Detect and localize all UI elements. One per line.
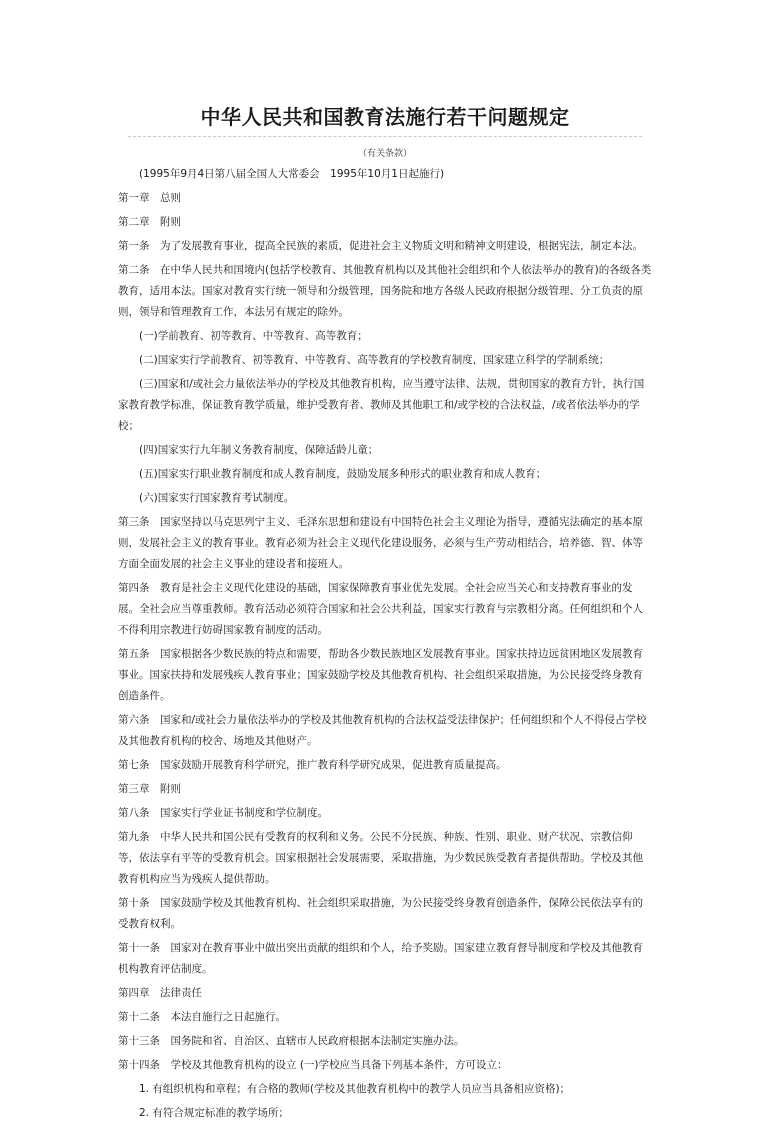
- document-subtitle: （有关条款）: [357, 149, 412, 159]
- document-paragraph: 第十三条 国务院和省、自治区、直辖市人民政府根据本法制定实施办法。: [118, 1035, 465, 1047]
- document-paragraph: 第十二条 本法自施行之日起施行。: [118, 1011, 286, 1023]
- document-paragraph: 第二章 附则: [118, 216, 181, 228]
- document-paragraph: 1. 有组织机构和章程；有合格的教师(学校及其他教育机构中的教学人员应当具备相应资格)；: [118, 1083, 571, 1095]
- document-paragraph: 2. 有符合规定标准的教学场所；: [118, 1107, 289, 1119]
- document-paragraph: 第六条 国家和/或社会力量依法举办的学校及其他教育机构的合法权益受法律保护；任何组织和个人不得侵占学校及其他教育机构的校舍、场地及其他财产。: [118, 714, 647, 747]
- document-paragraph: 第三章 附则: [118, 783, 181, 795]
- title-divider: [128, 136, 642, 137]
- document-paragraph: 第四章 法律责任: [118, 987, 202, 999]
- document-paragraph: (一)学前教育、初等教育、中等教育、高等教育；: [118, 330, 368, 342]
- document-paragraph: 第三条 国家坚持以马克思列宁主义、毛泽东思想和建设有中国特色社会主义理论为指导，遵循宪法确定的基本原则，发展社会主义的教育事业。教育必须为社会主义现代化建设服务，必须与生产劳动相结合，培养德、智、体等方面全面发展的社会主义事业的建设者和接班人。: [118, 516, 643, 570]
- document-paragraph: (三)国家和/或社会力量依法举办的学校及其他教育机构，应当遵守法律、法规，贯彻国家的教育方针，执行国家教育教学标准，保证教育教学质量，维护受教育者、教师及其他职工和/或学校的合法权益，/或者依法举办的学校；: [118, 378, 645, 432]
- document-paragraph: (1995年9月4日第八届全国人大常委会 1995年10月1日起施行): [118, 168, 445, 180]
- document-paragraph: 第十一条 国家对在教育事业中做出突出贡献的组织和个人，给予奖励。国家建立教育督导制度和学校及其他教育机构教育评估制度。: [118, 942, 643, 975]
- document-paragraph: 第七条 国家鼓励开展教育科学研究，推广教育科学研究成果，促进教育质量提高。: [118, 759, 507, 771]
- document-paragraph: 第十四条 学校及其他教育机构的设立 (一)学校应当具备下列基本条件，方可设立：: [118, 1059, 508, 1071]
- document-paragraph: 第八条 国家实行学业证书制度和学位制度。: [118, 807, 328, 819]
- document-paragraph: 第四条 教育是社会主义现代化建设的基础，国家保障教育事业优先发展。全社会应当关心和支持教育事业的发展。全社会应当尊重教师。教育活动必须符合国家和社会公共利益，国家实行教育与宗教相分离。任何组织和个人不得利用宗教进行妨碍国家教育制度的活动。: [118, 582, 643, 636]
- document-paragraph: 第一条 为了发展教育事业，提高全民族的素质，促进社会主义物质文明和精神文明建设，根据宪法，制定本法。: [118, 240, 643, 252]
- document-paragraph: 第十条 国家鼓励学校及其他教育机构、社会组织采取措施，为公民接受终身教育创造条件，保障公民依法享有的受教育权利。: [118, 897, 643, 930]
- document-paragraph: 第一章 总则: [118, 192, 181, 204]
- document-paragraph: (五)国家实行职业教育制度和成人教育制度，鼓励发展多种形式的职业教育和成人教育；: [118, 468, 547, 480]
- document-paragraph: 第二条 在中华人民共和国境内(包括学校教育、其他教育机构以及其他社会组织和个人依法举办的教育)的各级各类教育，适用本法。国家对教育实行统一领导和分级管理，国务院和地方各级人民政府根据分级管理、分工负责的原则，领导和管理教育工作，本法另有规定的除外。: [118, 264, 652, 318]
- document-paragraph: (六)国家实行国家教育考试制度。: [118, 492, 295, 504]
- document-paragraph: (二)国家实行学前教育、初等教育、中等教育、高等教育的学校教育制度，国家建立科学的学制系统；: [118, 354, 610, 366]
- document-paragraph: (四)国家实行九年制义务教育制度，保障适龄儿童；: [118, 444, 379, 456]
- document-paragraph: 第五条 国家根据各少数民族的特点和需要，帮助各少数民族地区发展教育事业。国家扶持边远贫困地区发展教育事业。国家扶持和发展残疾人教育事业；国家鼓励学校及其他教育机构、社会组织采取措施，为公民接受终身教育创造条件。: [118, 648, 643, 702]
- document-title: 中华人民共和国教育法施行若干问题规定: [200, 105, 570, 129]
- document-body: [118, 164, 652, 1127]
- document-paragraph: 第九条 中华人民共和国公民有受教育的权利和义务。公民不分民族、种族、性别、职业、财产状况、宗教信仰等，依法享有平等的受教育机会。国家根据社会发展需要，采取措施，为少数民族受教育者提供帮助。学校及其他教育机构应当为残疾人提供帮助。: [118, 831, 643, 885]
